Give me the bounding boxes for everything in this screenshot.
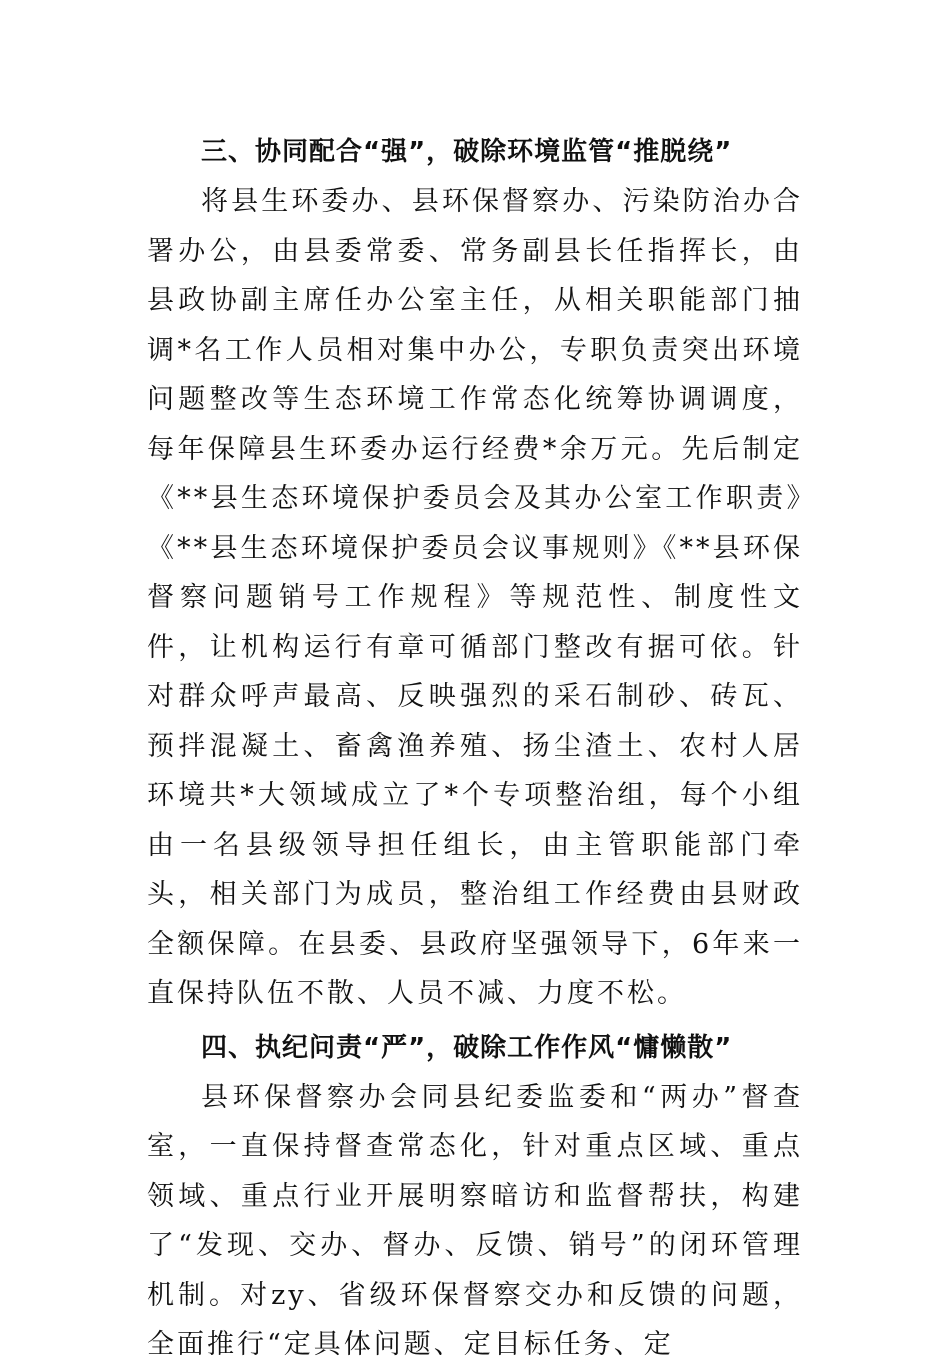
document-body <box>147 127 803 1370</box>
section-heading-3: 三、协同配合“强”，破除环境监管“推脱绕” <box>201 137 733 167</box>
section-paragraph-4: 县环保督察办会同县纪委监委和“两办”督查室，一直保持督查常态化，针对重点区域、重点领域、重点行业开展明察暗访和监督帮扶，构建了“发现、交办、督办、反馈、销号”的闭环管理机制。对zy、省级环保督察交办和反馈的问题，全面推行“定具体问题、定目标任务、定 <box>147 1081 803 1360</box>
section-paragraph-3: 将县生环委办、县环保督察办、污染防治办合署办公，由县委常委、常务副县长任指挥长，由县政协副主席任办公室主任，从相关职能部门抽调*名工作人员相对集中办公，专职负责突出环境问题整改等生态环境工作常态化统筹协调调度，每年保障县生环委办运行经费*余万元。先后制定《**县生态环境保护委员会及其办公室工作职责》《**县生态环境保护委员会议事规则》《**县环保督察问题销号工作规程》等规范性、制度性文件，让机构运行有章可循部门整改有据可依。针对群众呼声最高、反映强烈的采石制砂、砖瓦、预拌混凝土、畜禽渔养殖、扬尘渣土、农村人居环境共*大领域成立了*个专项整治组，每个小组由一名县级领导担任组长，由主管职能部门牵头，相关部门为成员，整治组工作经费由县财政全额保障。在县委、县政府坚强领导下，6年来一直保持队伍不散、人员不减、力度不松。 <box>147 186 803 1009</box>
section-heading-4: 四、执纪问责“严”，破除工作作风“慵懒散” <box>201 1032 733 1063</box>
